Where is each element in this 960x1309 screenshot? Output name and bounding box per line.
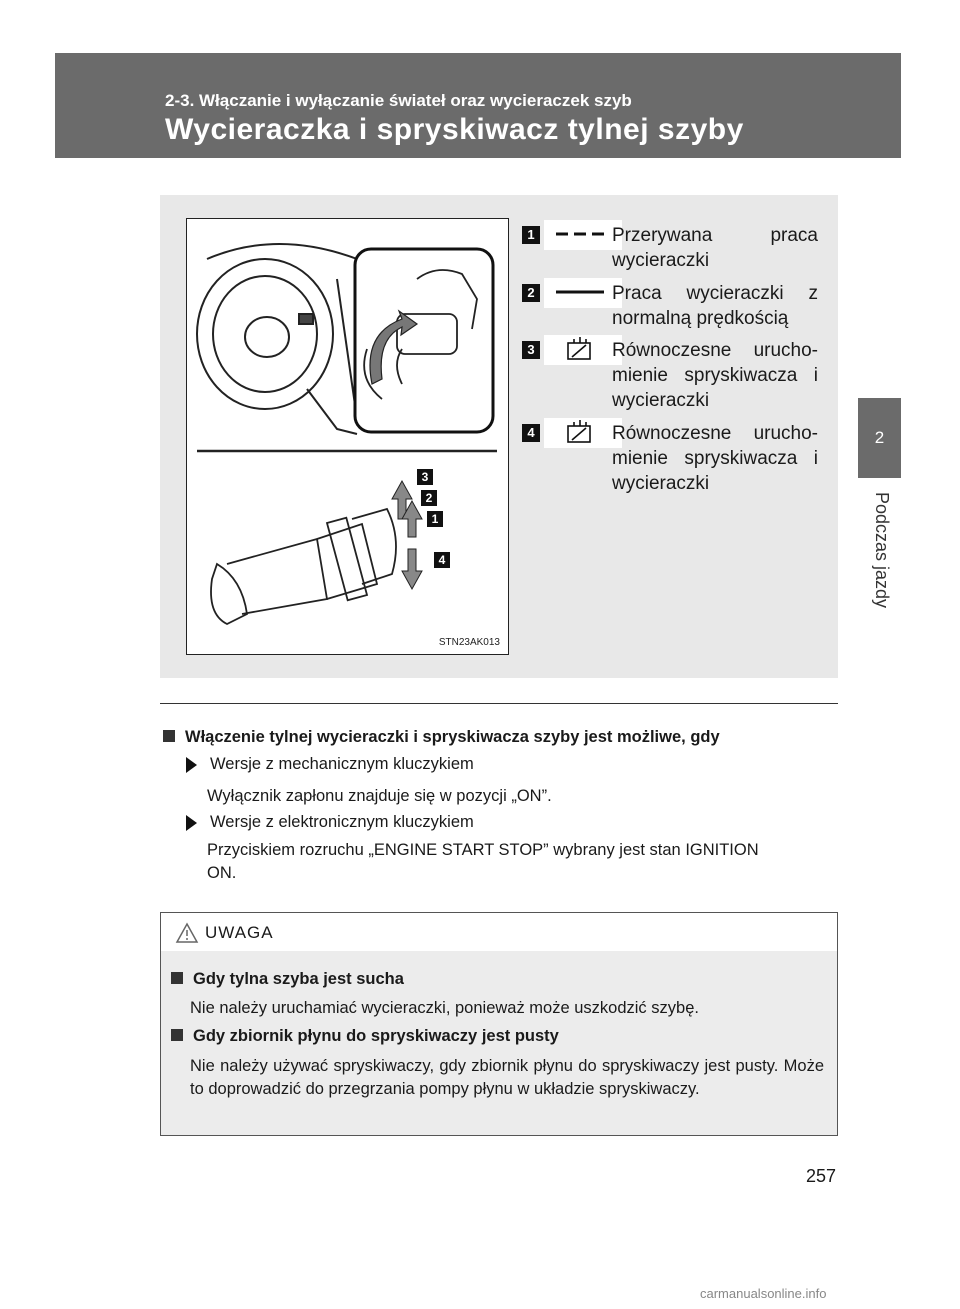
wiper-illustration — [186, 218, 509, 655]
watermark: carmanualsonline.info — [700, 1286, 827, 1301]
warning-title: UWAGA — [205, 923, 274, 942]
condition-detail: Przyciskiem rozruchu „ENGINE START STOP” wybrany jest stan IGNITION — [207, 841, 759, 859]
callout-2: 2 — [425, 491, 433, 505]
intermittent-dashes-icon — [544, 220, 622, 250]
callout-3: 3 — [421, 470, 429, 484]
legend-text: Praca wycieraczki z normalną prędkością — [612, 283, 818, 329]
warning-subheading: Gdy zbiornik płynu do spryskiwaczy jest pusty — [171, 1027, 559, 1046]
section-divider — [160, 703, 838, 704]
callout-4: 4 — [438, 553, 446, 567]
condition-detail: Wyłącznik zapłonu znajduje się w pozycji „ON”. — [207, 787, 552, 805]
washer-wiper-icon — [544, 418, 622, 448]
washer-wiper-icon — [544, 335, 622, 365]
conditions-heading: Włączenie tylnej wycieraczki i spryskiwacza szyby jest możliwe, gdy — [163, 728, 843, 747]
condition-label: Wersje z mechanicznym kluczykiem — [210, 755, 474, 773]
figure-code: STN23AK013 — [438, 637, 500, 648]
warning-text: Nie należy uruchamiać wycieraczki, ponieważ może uszkodzić szybę. — [190, 999, 699, 1017]
triangle-bullet-icon — [186, 757, 197, 773]
legend-number: 2 — [522, 284, 540, 302]
square-bullet-icon — [163, 730, 175, 742]
square-bullet-icon — [171, 1029, 183, 1041]
page-number: 257 — [805, 1166, 836, 1186]
chapter-header — [55, 53, 901, 158]
legend-text: Przerywana praca wycieraczki — [612, 225, 818, 271]
legend-text: Równoczesne urucho- mienie spryskiwacza i wycieraczki — [612, 340, 818, 411]
warning-triangle-icon — [175, 922, 199, 944]
warning-header — [161, 913, 837, 952]
solid-line-icon — [544, 278, 622, 308]
callout-1: 1 — [431, 512, 439, 526]
chapter-tab-label: Podczas jazdy — [872, 492, 892, 609]
section-subtitle: 2-3. Włączanie i wyłączanie świateł oraz wycieraczek szyb — [165, 91, 632, 110]
dashboard-and-lever-drawing — [187, 219, 508, 654]
chapter-tab[interactable]: 2 — [858, 398, 901, 478]
legend-text: Równoczesne urucho- mienie spryskiwacza i wycieraczki — [612, 423, 818, 494]
wiper-lever-drawing — [211, 509, 396, 624]
warning-text: Nie należy używać spryskiwaczy, gdy zbiornik płynu do spryskiwaczy jest pusty. Może to doprowadzić do przegrzania pompy płynu w układzie spryskiwaczy. — [190, 1057, 824, 1098]
condition-detail: ON. — [207, 864, 237, 882]
legend-number: 3 — [522, 341, 540, 359]
warning-subheading: Gdy tylna szyba jest sucha — [171, 970, 404, 989]
triangle-bullet-icon — [186, 815, 197, 831]
legend-number: 1 — [522, 226, 540, 244]
page-title: Wycieraczka i spryskiwacz tylnej szyby — [165, 113, 744, 146]
square-bullet-icon — [171, 972, 183, 984]
steering-wheel — [197, 259, 333, 409]
warning-body — [161, 951, 837, 1135]
legend-number: 4 — [522, 424, 540, 442]
condition-label: Wersje z elektronicznym kluczykiem — [210, 813, 474, 831]
warning-box — [160, 912, 838, 1136]
